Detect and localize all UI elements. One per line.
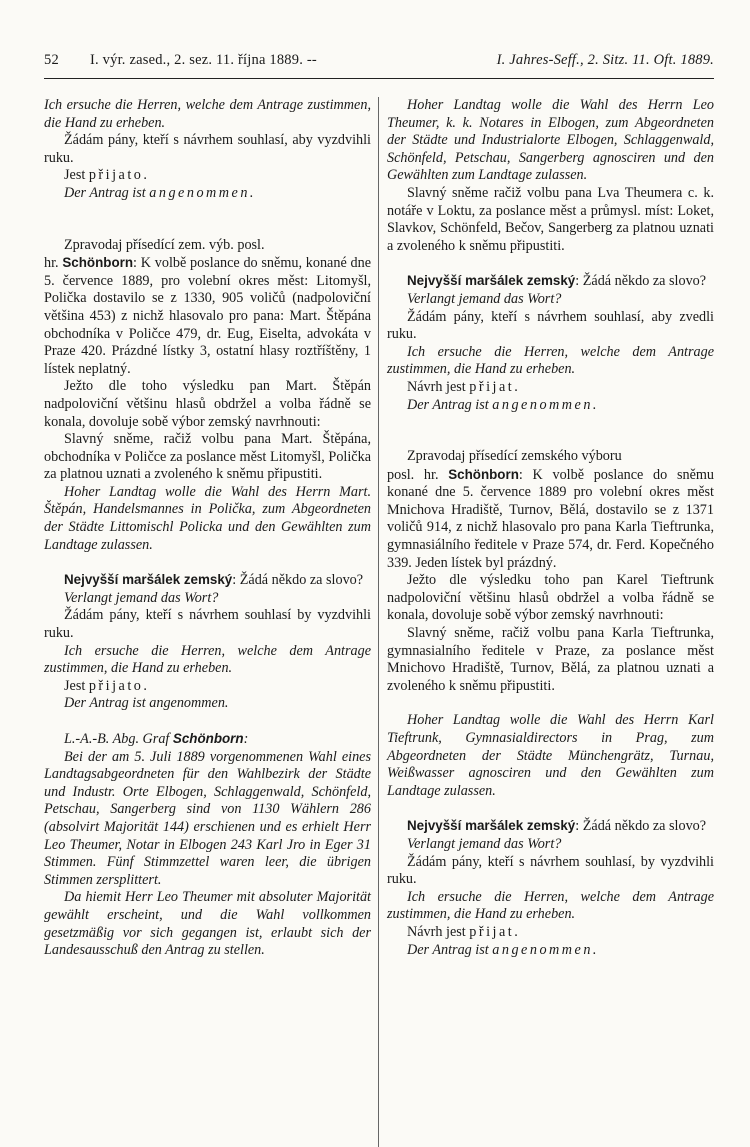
speaker-name: Nejvyšší maršálek zemský xyxy=(407,818,576,834)
result-spaced: angenommen. xyxy=(492,396,599,413)
spacer xyxy=(44,554,371,571)
paragraph: Žádám pány, kteří s návrhem souhlasí, aby zvedli ruku. xyxy=(387,308,714,343)
speaker-prefix: hr. xyxy=(44,255,63,272)
speaker-prefix: posl. hr. xyxy=(387,466,449,483)
paragraph: Verlangt jemand das Wort? xyxy=(407,290,562,307)
paragraph: Verlangt jemand das Wort? xyxy=(407,835,562,852)
paragraph: Žádám pány, kteří s návrhem souhlasí, by vyzdvihli ruku. xyxy=(387,853,714,888)
paragraph: Hoher Landtag wolle die Wahl des Herrn Karl Tieftrunk, Gymnasialdirectors in Prag, zum Abgeordneten der Städte Münchengrätz, Turnau, Weißwasser agnosciren und den Gewählten zum Landtage zulassen. xyxy=(387,712,714,799)
result-prefix: Der Antrag ist xyxy=(407,941,493,958)
paragraph: Slavný sněme, račiž volbu pana Mart. Štěpána, obchodníka v Poličce za poslance měst Litomyšl, Polička za platnou uznati a zvoleného k sněmu připustiti. xyxy=(44,431,371,483)
spacer xyxy=(387,255,714,272)
speaker-name: Schönborn xyxy=(62,255,134,271)
spacer xyxy=(387,800,714,817)
result-prefix: Návrh jest xyxy=(407,378,470,395)
paragraph xyxy=(387,924,714,942)
document-page xyxy=(44,52,714,960)
paragraph: Žádám pány, kteří s návrhem souhlasí by vyzdvihli ruku. xyxy=(44,607,371,642)
paragraph xyxy=(387,379,714,397)
speaker-prefix: L.-A.-B. Abg. Graf xyxy=(64,731,173,747)
result-prefix: Návrh jest xyxy=(407,923,470,940)
header-czech xyxy=(90,52,402,69)
paragraph: Žádám pány, kteří s návrhem souhlasí, aby vyzdvihli ruku. xyxy=(44,132,371,166)
right-column xyxy=(387,97,714,960)
paragraph: Zpravodaj přísedící zem. výb. posl. xyxy=(64,236,265,253)
paragraph xyxy=(44,730,371,749)
paragraph: Ježto dle toho výsledku pan Mart. Štěpán nadpoloviční většinu hlasů obdržel a volba řádně se konala, dovoluje sobě výbor zemský navrhnouti: xyxy=(44,378,371,430)
speech-text: : xyxy=(243,731,249,747)
speech-text: : Žádá někdo za slovo? xyxy=(575,273,707,290)
paragraph: Hoher Landtag wolle die Wahl des Herrn Leo Theumer, k. k. Notares in Elbogen, zum Abgeordneten der Städte und Industrialorte Elbogen, Schlaggenwald, Schönfeld, Petschau, Sangerberg agnosciren und den Gewählten zum Landtage zulassen. xyxy=(387,97,714,184)
result-spaced: přijat. xyxy=(469,923,521,940)
spacer xyxy=(44,203,371,220)
speaker-name: Nejvyšší maršálek zemský xyxy=(64,572,233,588)
paragraph xyxy=(44,167,371,185)
result-spaced: přijato. xyxy=(88,167,150,184)
paragraph xyxy=(387,817,714,836)
paragraph xyxy=(44,185,371,203)
paragraph xyxy=(387,397,714,415)
speaker-name: Nejvyšší maršálek zemský xyxy=(407,273,576,289)
paragraph: Ich ersuche die Herren, welche dem Antrage zustimmen, die Hand zu erheben. xyxy=(387,888,714,923)
speaker-name: Schönborn xyxy=(448,466,519,482)
paragraph: Slavný sněme, račiž volbu pana Karla Tieftrunka, gymnasialního ředitele v Praze, za poslance měst Mnichovo Hradiště, Turnov, Bělá, za platnou uznati a zvoleného k sněmu připustiti. xyxy=(387,625,714,694)
spacer xyxy=(387,414,714,431)
speech-text: : Žádá někdo za slovo? xyxy=(232,572,364,589)
paragraph: Ježto dle výsledku toho pan Karel Tieftrunk nadpoloviční většinu hlasů obdržel a volba řádně se konala, dovoluje sobě výbor zemský navrhnouti: xyxy=(387,572,714,624)
header-czech-text: I. výr. zased., 2. sez. 11. října 1889. xyxy=(90,52,304,68)
result-spaced: angenommen. xyxy=(492,941,599,958)
result-spaced: angenommen. xyxy=(149,184,256,201)
speech-text: : K volbě poslance do sněmu, konané dne 5. července 1889, pro volební okres měst: Litomyšl, Polička dostavilo se z 1330, 905 voličů (nadpoloviční většina 453) z nichž hlasovalo pro pana: Mart. Štěpána obchodníka v Poličce 479, dr. Eug, Eiselta, advokáta v Praze 420. Prázdné lístky 3, ostatní hlasy roztříštěny, 1 lístek neplatný. xyxy=(44,255,371,377)
result-prefix: Der Antrag ist xyxy=(64,184,150,201)
speech-text: : Žádá někdo za slovo? xyxy=(575,818,707,835)
column-divider xyxy=(378,97,379,1147)
paragraph xyxy=(387,942,714,960)
page-number: 52 xyxy=(44,52,59,68)
paragraph: Bei der am 5. Juli 1889 vorgenommenen Wahl eines Landtagsabgeordneten für den Wahlbezirk der Städte und Industr. Orte Elbogen, Schlaggenwald, Schönfeld, Petschau, Sangerberg sind von 1130 Wählern 286 (absolvirt Majorität 144) erschienen und es erhielt Herr Leo Theumer, Notar in Elbogen 243 Karl Jro in Eger 31 Stimmen. Fünf Stimmzettel waren leer, die übrigen Stimmen zersplittert. xyxy=(44,748,371,888)
paragraph: Ich ersuche die Herren, welche dem Antrage zustimmen, die Hand zu erheben. xyxy=(44,642,371,677)
spacer xyxy=(387,431,714,448)
paragraph: Slavný sněme račiž volbu pana Lva Theumera c. k. notáře v Loktu, za poslance měst a průmysl. míst: Loket, Slavkov, Schönfeld, Bečov, Sangerberg za platnou uznati a zvoleného k sněmu připustiti. xyxy=(387,184,714,254)
header-separator: -- xyxy=(306,52,317,68)
result-spaced: přijato. xyxy=(88,677,150,694)
result-prefix: Jest xyxy=(64,167,89,184)
paragraph: Ich ersuche die Herren, welche dem Antrage zustimmen, die Hand zu erheben. xyxy=(44,97,371,131)
paragraph: Hoher Landtag wolle die Wahl des Herrn Mart. Štěpán, Handelsmannes in Polička, zum Abgeordneten der Städte Littomischl Policka und den Gewählten zum Landtage zulassen. xyxy=(44,483,371,553)
paragraph xyxy=(44,678,371,696)
spacer xyxy=(44,220,371,237)
paragraph: Der Antrag ist angenommen. xyxy=(64,695,229,712)
speaker-name: Schönborn xyxy=(172,731,244,746)
paragraph: Ich ersuche die Herren, welche dem Antrage zustimmen, die Hand zu erheben. xyxy=(387,343,714,378)
speech-text: : K volbě poslance do sněmu konané dne 5. července 1889 pro volební okres měst Mnichova Hradiště, Turnov, Bělá, dostavilo se z 1371 voličů 914, z nichž hlasovalo pro pana Karla Tieftrunka, gymnasiálního ředitele v Praze 574, dr. Ferd. Kopečného 339. Jeden lístek byl prázdný. xyxy=(387,466,714,571)
text-columns xyxy=(44,97,714,960)
paragraph xyxy=(387,466,714,573)
page-header xyxy=(44,52,714,79)
left-column xyxy=(44,97,371,960)
spacer xyxy=(44,713,371,730)
result-prefix: Jest xyxy=(64,677,89,694)
header-german: I. Jahres-Seff., 2. Sitz. 11. Oft. 1889. xyxy=(496,52,714,68)
result-spaced: přijat. xyxy=(469,378,521,395)
paragraph: Zpravodaj přísedící zemského výboru xyxy=(407,448,622,465)
spacer xyxy=(387,695,714,712)
paragraph: Verlangt jemand das Wort? xyxy=(64,589,219,606)
paragraph xyxy=(44,254,371,378)
result-prefix: Der Antrag ist xyxy=(407,396,493,413)
paragraph xyxy=(44,571,371,590)
paragraph xyxy=(387,272,714,291)
paragraph: Da hiemit Herr Leo Theumer mit absoluter Majorität gewählt erscheint, und die Wahl vollkommen gesetzmäßig vor sich gegangen ist, erlaubt sich der Landesausschuß den Antrag zu stellen. xyxy=(44,889,371,959)
